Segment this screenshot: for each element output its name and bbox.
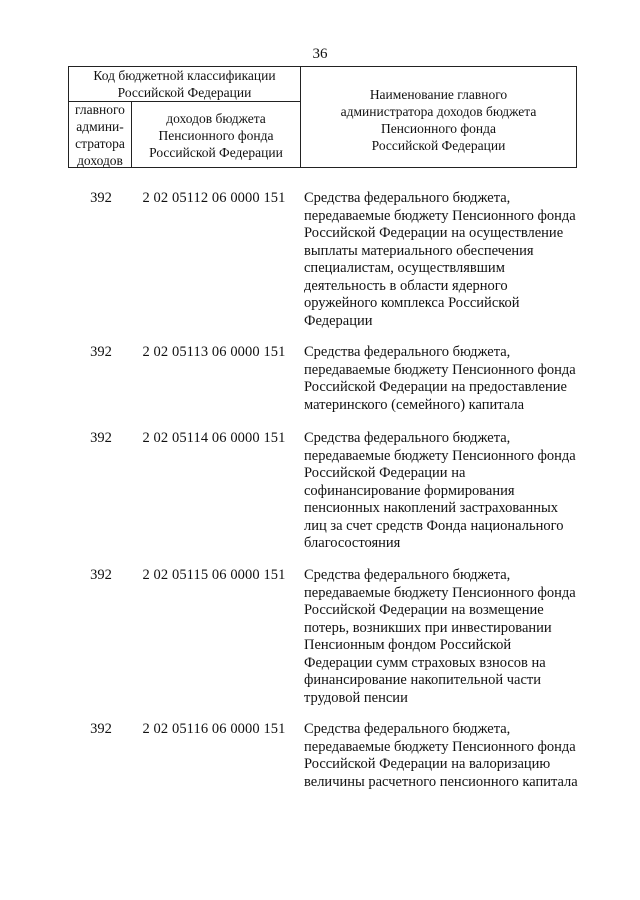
row-name-line: Российской Федерации на xyxy=(304,465,466,481)
header-col-admin-line: стратора xyxy=(75,136,125,151)
row-budget-code: 2 02 05114 06 0000 151 xyxy=(142,430,286,446)
row-name-line: Российской Федерации на возмещение xyxy=(304,602,544,618)
row-name xyxy=(304,721,604,791)
row-budget-code: 2 02 05113 06 0000 151 xyxy=(142,344,286,360)
row-name-line: передаваемые бюджету Пенсионного фонда xyxy=(304,584,576,601)
row-admin-code: 392 xyxy=(90,721,112,737)
row-name-line: передаваемые бюджету Пенсионного фонда xyxy=(304,447,576,464)
row-budget-code: 2 02 05116 06 0000 151 xyxy=(142,721,286,737)
page-number: 36 xyxy=(312,46,328,62)
row-name-line: Средства федерального бюджета, xyxy=(304,721,511,737)
row-name-line: деятельность в области ядерного xyxy=(304,277,508,294)
header-col-name-line: Российской Федерации xyxy=(371,138,506,153)
header-right-border xyxy=(576,66,577,168)
row-name-line: благосостояния xyxy=(304,535,401,551)
header-col-income xyxy=(132,110,300,161)
row-name-line: передаваемые бюджету Пенсионного фонда xyxy=(304,361,576,378)
header-col-income-line: Российской Федерации xyxy=(149,145,283,160)
row-name-line: выплаты материального обеспечения xyxy=(304,242,534,259)
header-code-group-line: Код бюджетной классификации xyxy=(93,68,276,83)
row-admin-code: 392 xyxy=(90,190,112,206)
row-admin-code: 392 xyxy=(90,344,112,360)
row-name-line: материнского (семейного) капитала xyxy=(304,396,525,413)
header-code-group xyxy=(69,67,300,101)
header-col-name-line: Пенсионного фонда xyxy=(380,121,497,136)
row-name-line: Средства федерального бюджета, xyxy=(304,190,511,206)
row-name-line: Российской Федерации на осуществление xyxy=(304,225,564,241)
header-col-name-line: администратора доходов бюджета xyxy=(340,104,537,119)
row-budget-code: 2 02 05115 06 0000 151 xyxy=(142,567,286,583)
row-admin-code: 392 xyxy=(90,430,112,446)
header-col-name xyxy=(301,86,576,154)
row-name-line: потерь, возникших при инвестировании xyxy=(304,619,552,636)
row-budget-code: 2 02 05112 06 0000 151 xyxy=(142,190,286,206)
row-name-line: Пенсионным фондом Российской xyxy=(304,637,512,653)
row-name-line: Федерации сумм страховых взносов на xyxy=(304,654,546,671)
row-name xyxy=(304,190,604,330)
row-name-line: Средства федерального бюджета, xyxy=(304,430,511,446)
row-name-line: финансирование накопительной части xyxy=(304,672,542,688)
row-name-line: Федерации xyxy=(304,312,373,329)
row-name-line: пенсионных накоплений застрахованных xyxy=(304,500,558,516)
header-col-admin-line: админи- xyxy=(76,119,124,134)
row-name-line: Российской Федерации на валоризацию xyxy=(304,756,551,772)
row-name-line: Средства федерального бюджета, xyxy=(304,344,511,360)
row-name-line: лиц за счет средств Фонда национального xyxy=(304,517,564,534)
row-name-line: трудовой пенсии xyxy=(304,689,408,706)
row-name-line: Российской Федерации на предоставление xyxy=(304,379,567,395)
row-name-line: передаваемые бюджету Пенсионного фонда xyxy=(304,207,576,224)
row-name-line: величины расчетного пенсионного капитала xyxy=(304,773,578,790)
row-admin-code: 392 xyxy=(90,567,112,583)
header-bottom-border xyxy=(68,167,576,168)
header-col-income-line: доходов бюджета xyxy=(166,111,266,126)
row-name xyxy=(304,344,604,414)
header-col-admin-line: доходов xyxy=(77,153,123,168)
header-col-admin-line: главного xyxy=(75,102,125,117)
row-name-line: специалистам, осуществлявшим xyxy=(304,260,505,276)
header-col-admin xyxy=(69,101,131,169)
row-name xyxy=(304,430,604,553)
header-code-group-line: Российской Федерации xyxy=(117,85,252,100)
row-name-line: софинансирование формирования xyxy=(304,482,515,499)
row-name-line: передаваемые бюджету Пенсионного фонда xyxy=(304,738,576,755)
row-name-line: оружейного комплекса Российской xyxy=(304,295,520,311)
row-name-line: Средства федерального бюджета, xyxy=(304,567,511,583)
row-name xyxy=(304,567,604,707)
header-col-income-line: Пенсионного фонда xyxy=(158,128,274,143)
header-col-name-line: Наименование главного xyxy=(369,87,508,102)
